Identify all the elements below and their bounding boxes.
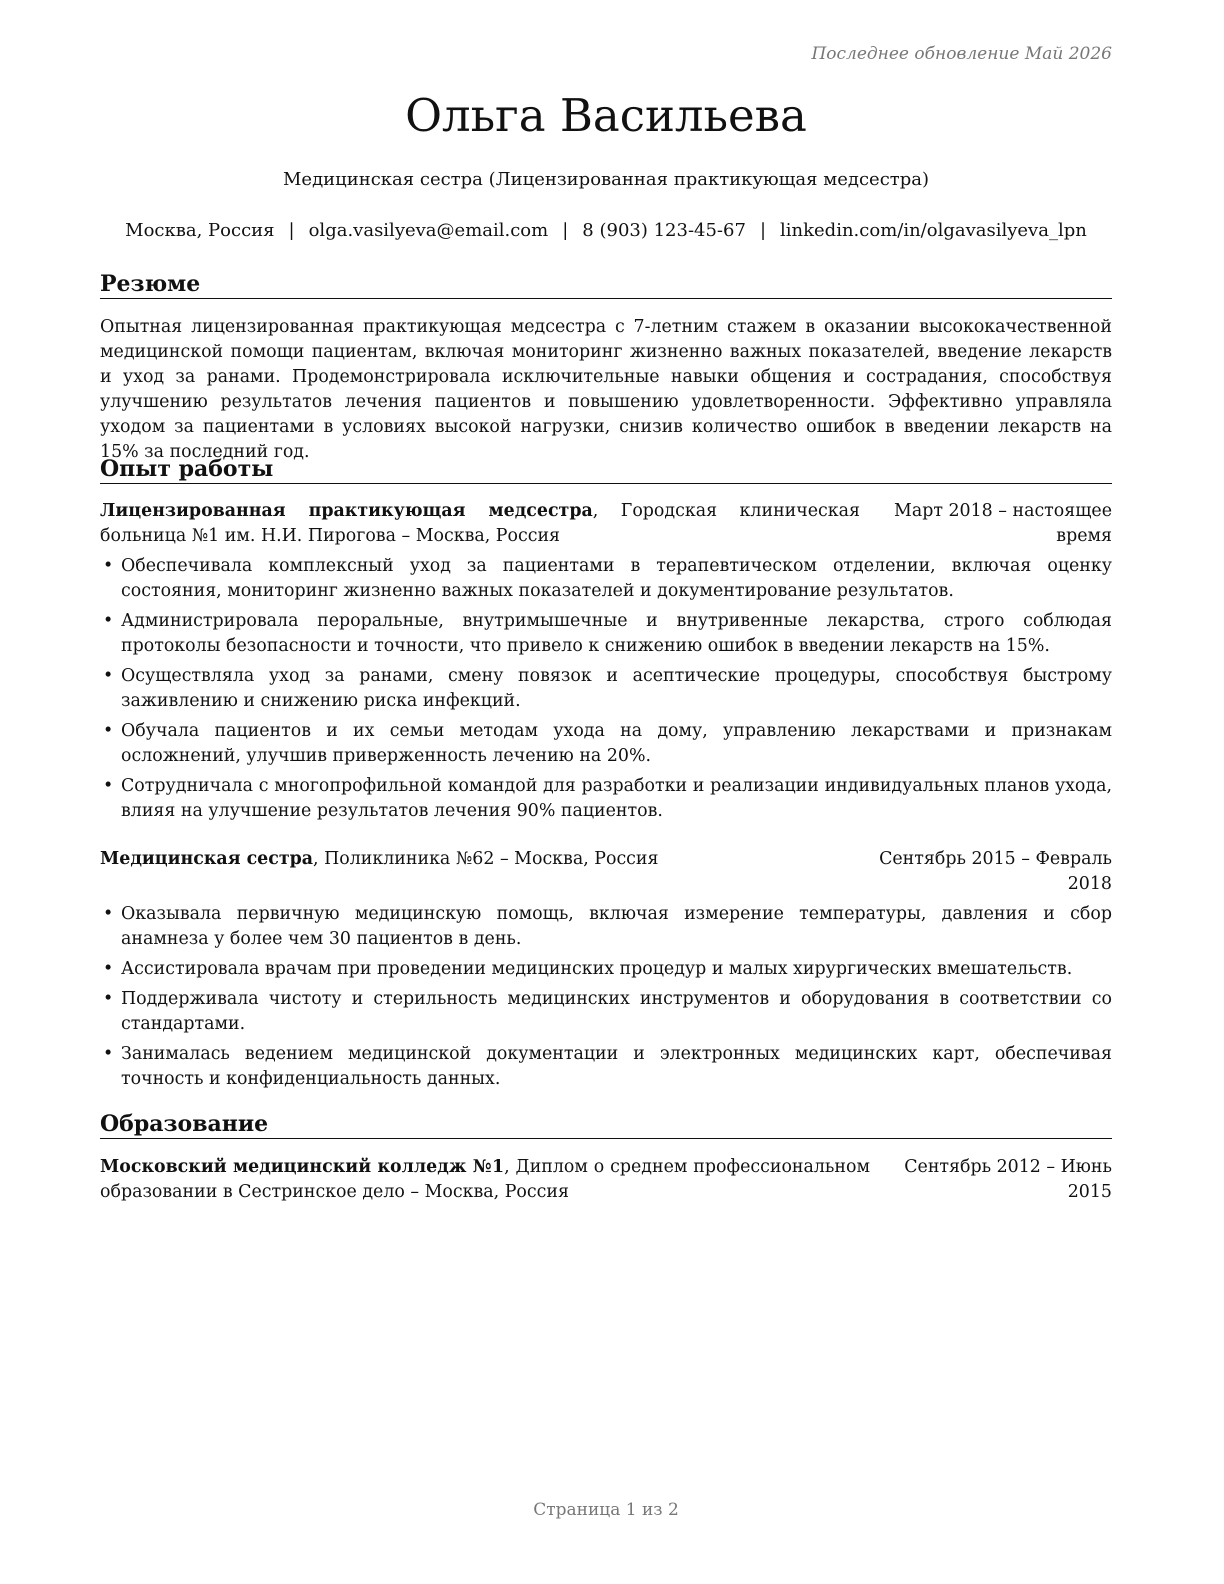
list-item: • Обучала пациентов и их семьи методам ухода на дому, управлению лекарствами и признакам осложнений, улучшив приверженность лечению на 20%. bbox=[100, 719, 1112, 769]
education-dates: Сентябрь 2012 – Июнь 2015 bbox=[904, 1157, 1112, 1202]
list-item: • Обеспечивала комплексный уход за пациентами в терапевтическом отделении, включая оценку состояния, мониторинг жизненно важных показателей и документирование результатов. bbox=[100, 554, 1112, 604]
section-title-education: Образование bbox=[100, 1110, 1112, 1139]
resume-page bbox=[100, 0, 1112, 1584]
page-number: Страница 1 из 2 bbox=[533, 1500, 679, 1520]
job-org: , Поликлиника №62 – Москва, Россия bbox=[313, 849, 659, 869]
contact-phone: 8 (903) 123-45-67 bbox=[582, 220, 746, 241]
education-school: Московский медицинский колледж №1 bbox=[100, 1157, 505, 1177]
last-updated: Последнее обновление Май 2026 bbox=[811, 44, 1112, 64]
candidate-headline: Медицинская сестра (Лицензированная практикующая медсестра) bbox=[282, 169, 930, 190]
job-dates: Март 2018 – настоящее время bbox=[894, 501, 1112, 546]
summary-text: Опытная лицензированная практикующая медсестра с 7-летним стажем в оказании высококачественной медицинской помощи пациентам, включая мониторинг жизненно важных показателей, введение лекарств и уход за ранами. Продемонстрировала исключительные навыки общения и сострадания, способствуя улучшению результатов лечения пациентов и повышению удовлетворенности. Эффективно управляла уходом за пациентами в условиях высокой нагрузки, снизив количество ошибок в введении лекарств на 15% за последний год. bbox=[100, 317, 1112, 462]
education-entry bbox=[100, 1155, 1112, 1205]
education-details: , Диплом о среднем профессиональном образовании в Сестринское дело – Москва, Россия bbox=[100, 1157, 870, 1202]
contact-email[interactable]: olga.vasilyeva@email.com bbox=[308, 220, 549, 241]
job-org: , Городская клиническая больница №1 им. Н.И. Пирогова – Москва, Россия bbox=[100, 501, 860, 546]
job-bullets bbox=[100, 902, 1112, 1097]
list-item: • Оказывала первичную медицинскую помощь, включая измерение температуры, давления и сбор анамнеза у более чем 30 пациентов в день. bbox=[100, 902, 1112, 952]
job-role: Лицензированная практикующая медсестра bbox=[100, 501, 593, 521]
list-item: • Занималась ведением медицинской документации и электронных медицинских карт, обеспечивая точность и конфиденциальность данных. bbox=[100, 1042, 1112, 1092]
education-title-line bbox=[100, 1155, 870, 1205]
job-role: Медицинская сестра bbox=[100, 849, 314, 869]
contact-separator: | bbox=[562, 220, 569, 241]
candidate-name: Ольга Васильева bbox=[405, 89, 807, 142]
contact-location: Москва, Россия bbox=[125, 220, 275, 241]
list-item: • Поддерживала чистоту и стерильность медицинских инструментов и оборудования в соответствии со стандартами. bbox=[100, 987, 1112, 1037]
job-header bbox=[100, 499, 1112, 549]
section-title-summary: Резюме bbox=[100, 270, 1112, 299]
contact-separator: | bbox=[759, 220, 767, 241]
job-title-line bbox=[100, 499, 860, 549]
list-item: • Сотрудничала с многопрофильной командой для разработки и реализации индивидуальных планов ухода, влияя на улучшение результатов лечения 90% пациентов. bbox=[100, 774, 1112, 824]
section-title-experience: Опыт работы bbox=[100, 455, 1112, 484]
contact-separator: | bbox=[288, 220, 295, 241]
job-title-line bbox=[100, 847, 860, 872]
contact-linkedin[interactable]: linkedin.com/in/olgavasilyeva_lpn bbox=[780, 220, 1087, 241]
job-bullets bbox=[100, 554, 1112, 829]
list-item: • Ассистировала врачам при проведении медицинских процедур и малых хирургических вмешательств. bbox=[100, 957, 1112, 982]
list-item: • Администрировала пероральные, внутримышечные и внутривенные лекарства, строго соблюдая протоколы безопасности и точности, что привело к снижению ошибок в введении лекарств на 15%. bbox=[100, 609, 1112, 659]
job-dates: Сентябрь 2015 – Февраль 2018 bbox=[879, 849, 1112, 894]
list-item: • Осуществляла уход за ранами, смену повязок и асептические процедуры, способствуя быстрому заживлению и снижению риска инфекций. bbox=[100, 664, 1112, 714]
contact-line bbox=[100, 219, 1112, 243]
job-header bbox=[100, 847, 1112, 897]
